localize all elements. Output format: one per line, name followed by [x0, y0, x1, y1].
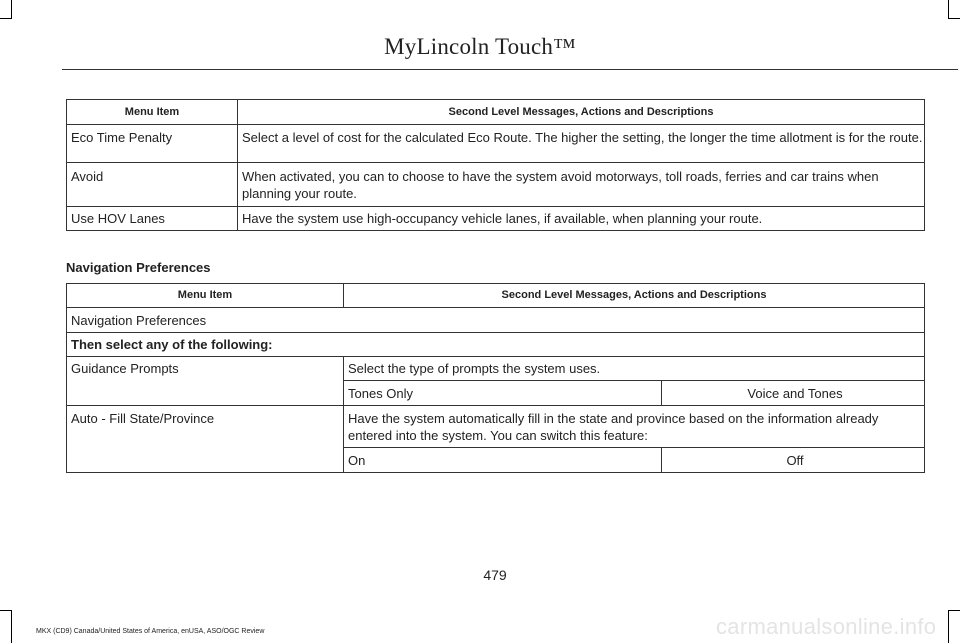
table-row: [67, 308, 925, 333]
watermark: carmanualsonline.info: [716, 614, 937, 639]
option-cell: Tones Only: [344, 381, 662, 406]
section-heading: Navigation Preferences: [66, 260, 211, 275]
menu-item-cell: Guidance Prompts: [67, 357, 344, 406]
column-header-menu-item: Menu Item: [67, 100, 238, 125]
table-row: [67, 333, 925, 357]
description-cell: Select the type of prompts the system uses.: [344, 357, 925, 381]
table-header-row: [67, 100, 925, 125]
column-header-description: Second Level Messages, Actions and Descriptions: [238, 100, 925, 125]
navigation-preferences-row: Navigation Preferences: [67, 308, 925, 333]
menu-item-cell: Avoid: [67, 163, 238, 207]
column-header-description: Second Level Messages, Actions and Descriptions: [344, 284, 925, 308]
crop-mark: [948, 0, 949, 19]
option-cell: Voice and Tones: [662, 381, 925, 406]
description-cell: Have the system automatically fill in the state and province based on the information already entered into the system. You can switch this feature:: [344, 406, 925, 448]
table-row: [67, 406, 925, 448]
page-title: MyLincoln Touch™: [384, 34, 576, 59]
column-header-menu-item: Menu Item: [67, 284, 344, 308]
option-cell: Off: [662, 448, 925, 473]
crop-mark: [948, 610, 960, 611]
menu-item-cell: Eco Time Penalty: [67, 125, 238, 163]
description-cell: Select a level of cost for the calculated Eco Route. The higher the setting, the longer the time allotment is for the route.: [238, 125, 925, 163]
menu-item-cell: Auto - Fill State/Province: [67, 406, 344, 473]
menu-item-cell: Use HOV Lanes: [67, 207, 238, 231]
table-row: [67, 357, 925, 381]
select-instruction-row: Then select any of the following:: [67, 333, 925, 357]
crop-mark: [948, 18, 960, 19]
option-cell: On: [344, 448, 662, 473]
crop-mark: [0, 18, 12, 19]
table-header-row: [67, 284, 925, 308]
table-eco-route: [66, 99, 925, 231]
description-cell: Have the system use high-occupancy vehicle lanes, if available, when planning your route.: [238, 207, 925, 231]
table-row: [67, 207, 925, 231]
crop-mark: [11, 610, 12, 643]
description-cell: When activated, you can to choose to have the system avoid motorways, toll roads, ferries and car trains when planning your route.: [238, 163, 925, 207]
footer-text: MKX (CD9) Canada/United States of America, enUSA, ASO/OGC Review: [36, 628, 265, 635]
table-row: [67, 163, 925, 207]
crop-mark: [0, 610, 12, 611]
table-row: [67, 125, 925, 163]
crop-mark: [948, 610, 949, 643]
crop-mark: [11, 0, 12, 19]
table-navigation-preferences: [66, 283, 925, 473]
header-rule: [62, 69, 958, 70]
page-number: 479: [483, 567, 507, 583]
